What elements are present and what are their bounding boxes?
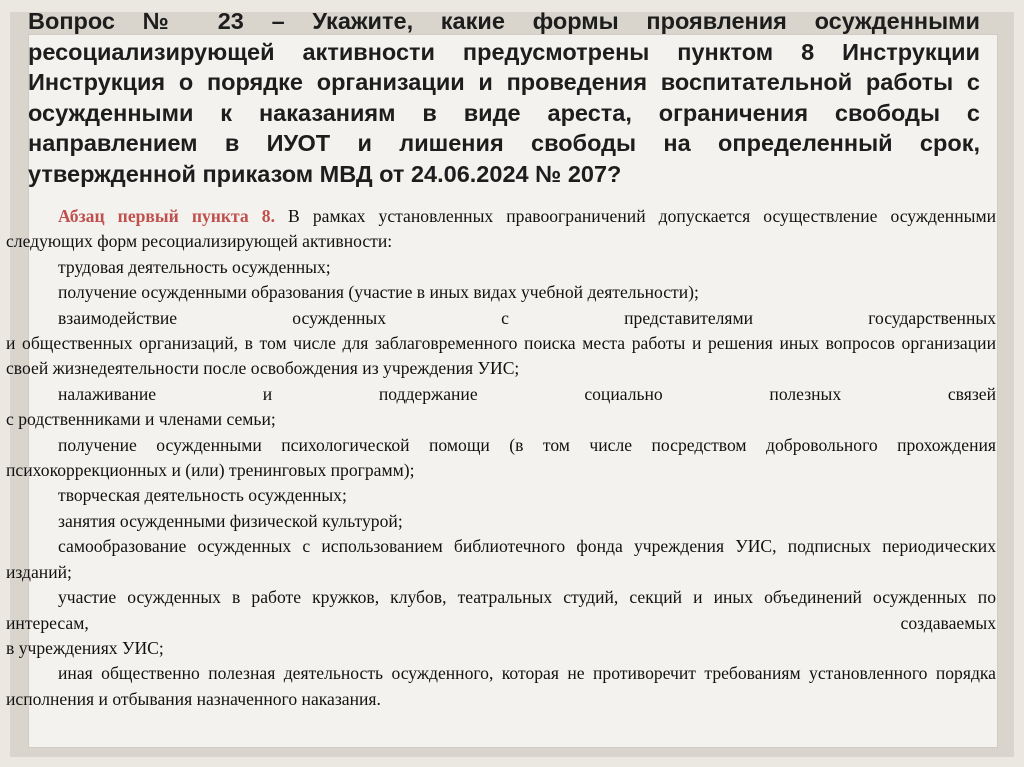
question-title: Вопрос № 23 – Укажите, какие формы проявления осужденными ресоциализирующей активности предусмотрены пунктом 8 Инструкции Инструкция о порядке организации и проведения воспитательной работы с осужденными к наказаниям в виде ареста, ограничения свободы с направлением в ИУОТ и лишения свободы на определенный срок, утвержденной приказом МВД от 24.06.2024 № 207?	[28, 8, 980, 187]
list-item: получение осужденными психологической помощи (в том числе посредством добровольного прохождения психокоррекционных и (или) тренинговых программ);	[6, 434, 996, 481]
list-item: трудовая деятельность осужденных;	[58, 256, 331, 277]
list-item: участие осужденных в работе кружков, клубов, театральных студий, секций и иных объединений осужденных по интересам, создаваемых	[6, 587, 996, 633]
list-item: взаимодействие осужденных с представителями государственных	[58, 307, 996, 328]
list-item-continuation: с родственниками и членами семьи;	[6, 409, 276, 430]
list-item: творческая деятельность осужденных;	[58, 485, 347, 506]
list-item: самообразование осужденных с использованием библиотечного фонда учреждения УИС, подписных периодических изданий;	[6, 536, 996, 582]
answer-body	[6, 204, 996, 712]
list-item-continuation: в учреждениях УИС;	[6, 637, 164, 658]
list-item-continuation: и общественных организаций, в том числе для заблаговременного поиска места работы и решения иных вопросов организации своей жизнедеятельности после освобождения из учреждения УИС;	[6, 333, 996, 379]
paragraph-reference: Абзац первый пункта 8.	[58, 206, 275, 226]
list-item: получение осужденными образования (участие в иных видах учебной деятельности);	[58, 282, 699, 303]
list-item: иная общественно полезная деятельность осужденного, которая не противоречит требованиям установленного порядка исполнения и отбывания назначенного наказания.	[6, 663, 996, 709]
list-item: занятия осужденными физической культурой;	[58, 510, 403, 531]
intro-text: В рамках установленных правоограничений допускается осуществление осужденными следующих форм ресоциализирующей активности:	[6, 206, 996, 252]
list-item: налаживание и поддержание социально полезных связей	[58, 383, 996, 404]
answer-intro-paragraph	[6, 204, 996, 255]
